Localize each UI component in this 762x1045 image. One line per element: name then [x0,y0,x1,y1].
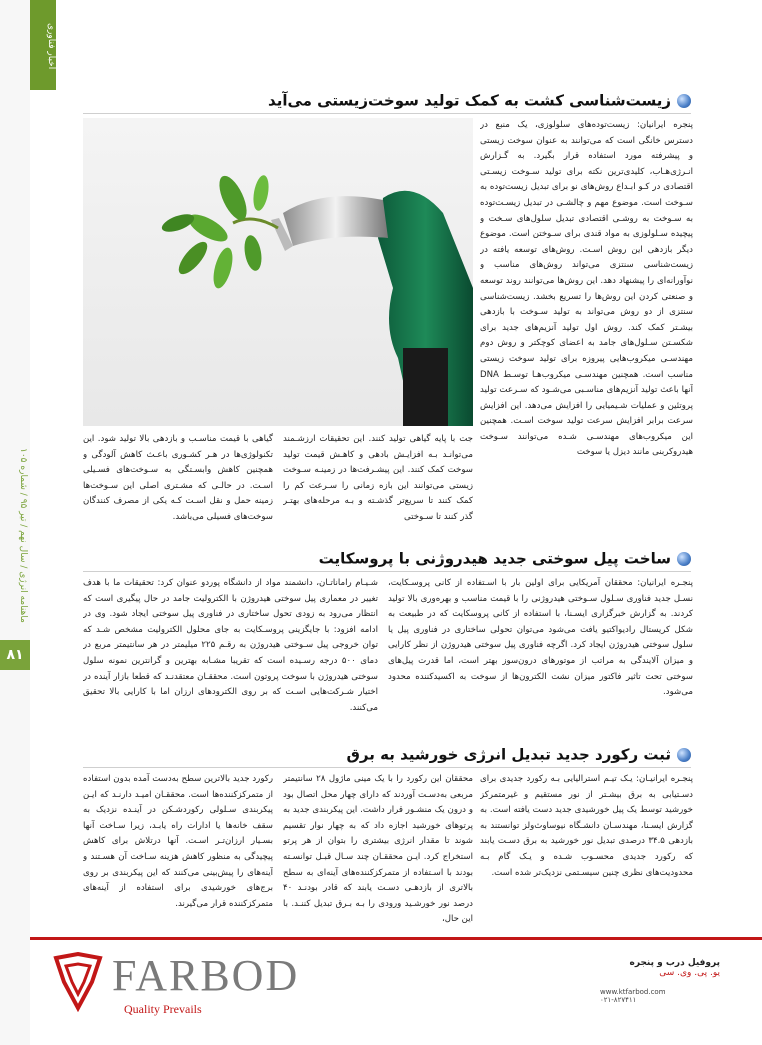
article3-title-row [83,744,691,768]
page-number: ۸۱ [0,640,30,670]
article2-title-row [83,548,691,572]
article2-col-right: پنجـره ایرانیان: محققان آمریکایی برای اولین بار با اسـتفاده از کانی پروسـکایت، نسـل جدید فناوری سـلول سـوختی هیدروژنی را با قیمت مناسب و بهره‌وری بالا تولید کردند. به گزارش خبرگزاری ایسـنا، با استفاده از کانی پروسکایت که در طبیعت به شکل کریستال رادیواکتیو یافت می‌شود می‌توان تحولی ساختاری در فناوری پیل یا سلول سوختی هیدروژن ایجاد کرد. اگرچه فناوری پیل سوختی هیدروژن از نظر کارایی و میزان آلایندگی به مراتب از موتورهای درون‌سوز بهتر است، اما قدرت پیل‌های سوختی تحت تاثیر فاکتور میزان نشت الکترون‌ها از سوخت به اکسیدکننده محدود می‌شود. [388,578,693,698]
ad-website: www.ktfarbod.com [600,988,666,996]
ad-divider-line [30,937,762,940]
article2-title: ساخت پیل سوختی جدید هیدروژنی با پروسکایت [318,549,671,568]
article1-col-left: گیاهی با قیمت مناسـب و بازدهی بالا تولید شود. این تکنولوژی‌ها در هـر کشـوری باعـث کاهش آلودگی و همچنین کاهش وابسـتگی به سـوخت‌های فسـیلی اسـت. در حالـی که مشـتری اصلی این سـوخت‌ها زمینه حمل و نقل اسـت کـه یکی از مصرف کنندگان سوخت‌های فسیلی می‌باشد. [83,434,273,522]
farbod-logo-icon [52,952,104,1012]
globe-bullet-icon [677,94,691,108]
article3-col-mid: محققان این رکورد را با یک مینی ماژول ۲۸ سانتیمتر مربعی به‌دسـت آوردند که دارای چهار محل اتصال بود و درون یک منشـور قرار داشت. این پیکربندی جدید به پرتوهای خورشید اجازه داد که به چهار نوار تقسیم شوند تا مقدار انرژی بیشتری را بتوان از هر پرتو استخراج کرد. ایـن محققـان چند سـال قبـل توانسـته بودند با اسـتفاده از متمرکزکننده‌های آینه‌ای به سطح بالاتری از بازدهـی دسـت یابند که قادر بودنـد ۴۰ درصد نور خورشـید ورودی را بـه بـرق تبدیل کننـد. با این حال، [283,774,473,925]
article3-title: ثبت رکورد جدید تبدیل انرژی خورشید به برق [346,745,671,764]
ad-product-line: پروفیل درب و پنجره [629,958,720,968]
article1-title-row [83,90,691,114]
ad-tagline: Quality Prevails [124,1002,202,1016]
ad-details [600,958,720,1030]
globe-bullet-icon [677,552,691,566]
globe-bullet-icon [677,748,691,762]
article2-col-left: شـیـام راماناتـان، دانشمند مواد از دانشگاه پوردو عنوان کرد: تحقیقات ما با هدف تغییر در معماری پیل سوختی هیدروژن با الکترولیت جامد در حال پیگیری است که انتظار می‌رود به زودی تحول ساختاری در فناوری پیل سوختی ایجاد شود. وی در ادامه افزود: با جایگزینی پروسـکایت به جای محلول الکترولیت مشخص شـد که توان خروجی پیل سـوختی هیدروژن به رقـم ۲۲۵ میلیمتر در هر سانتیمتر مربع در دمای ۵۰۰ درجه رسـیده است که تقریبا مشـابه بهترین و گرانترین نمونه سلول سوختی هیدروژن با سوخت پروتون است. محققـان معتقدنـد که قطعا بازار آینده در اختیار شـرکت‌هایی اسـت که بر روی الکترودهای ارزان اما با کارایی بالا تحقیق می‌کنند. [83,578,378,713]
ad-product-type: یو. پی. وی. سی [659,968,720,978]
section-tab-label: اخبار فناوری [46,22,56,70]
ad-phone: ۰۲۱-۸۲۷۴۱۱ [600,996,637,1004]
fuel-nozzle-leaves-image [83,118,473,426]
article3-col-left: رکورد جدید بالاترین سطح به‌دست آمده بدون استفاده از متمرکزکننده‌ها است. محققـان امیـد دارنـد که ایـن پیکربندی سـلولی رکوردشـکن در آینـده نزدیک به سقف خانه‌ها یا ادارات راه یابـد، زیرا سـاخت آنها بسـیار ارزان‌تـر اسـت. آنها درتلاش برای کاهش پیچیدگی به منظور کاهش هزینه سـاخت آن هسـتند و آینه‌های را پیش‌بینی می‌کنند که این پیکربندی بر روی برج‌های خورشیدی برای استفاده از آینه‌های متمرکزکننده قرار می‌گیرند. [83,774,273,909]
article3-col-right: پنجـره ایرانیـان: یـک تیـم استرالیایی بـه رکورد جدیدی برای دسـتیابی به برق بیشـتر از نور مستقیم و غیرمتمرکز خورشید توسط یک پیل خورشیدی جدید دست یافته است. به گزارش ایسـنا، مهندسـان دانشـگاه نیوساوث‌ولز توانستند به بازدهی ۳۴.۵ درصدی تبدیل نور خورشید به برق دسـت یابند که رکورد جدیدی محسـوب شـده و یـک گام بـه محدودیت‌های نظری چنین سیسـتمی نزدیک‌تر شده است. [480,774,693,878]
article1-col-right: پنجره ایرانیان: زیست‌توده‌های سلولوزی، یک منبع در دسترس خانگی است که می‌توانند به عنوان سوخت زیستی و پیشرفته مورد استفاده قرار بگیرد. به گـزارش انـرژی‌هـاب، کلیدی‌ترین نکته برای تولید سـوخت زیسـتی اقتصادی در کـو ابـداع روش‌های نو برای تبدیل زیست‌توده به سـوخت است. موضوع مهم و چالشـی در تبدیل زیسـت‌توده به سـوخت به روشـی اقتصادی تبدیل سلول‌های سـخت و پیچیده سـلولوزی به مواد قندی برای سـوختن است. موضوع دیگر بازدهی این روش اسـت. روش‌های توسعه یافته در زیست‌شناسی سنتزی می‌تواند روش‌های مناسب و نوآورانه‌ای را پیشنهاد دهد. این روش‌ها می‌توانند روند توسعه و صنعتی کردن این روش‌ها را تسریع بخشد. زیست‌شناسی سنتزی از دو روش می‌تواند به تولید سـوخت با بازدهی بیشـتر کمک کند. روش اول تولید آنزیم‌های جدید برای شکسـتن سـلول‌های جامد به اعضای کوچکتر و روش دوم مهندسـی میکروب‌هایی پیروزه برای تولید سوخت زیستی مناسب است. همچنین مهندسـی میکروب‌هـا توسـط DNA آنها باعث تولید آنزیم‌های مناسـبی می‌شـود که سـرعت تولید پروتئین و عملیات شـیمیایی را افزایش می‌دهد. این افزایش سرعت برابر افزایش سرعت تولید سوخت اسـت. همچنین این میکروب‌های مهندسـی شـده می‌توانند سـوخت هیدروکربنی مانند دیزل یا سوخت [480,120,693,458]
issue-strip: ماهنامه انرژی / سال نهم / تیر ۹۵ / شماره ۱۰۵ [18,447,28,623]
fuel-nozzle-photo [83,118,473,426]
article1-col-mid: جت با پایه گیاهی تولید کنند. این تحقیقات ارزشـمند می‌توانـد بـه افزایـش بادهی و کاهـش قیمت تولید سوخت کمک کنند. این پیشـرفت‌ها در زمینـه سـوخت زیستی می‌توانند این بازه زمانی را سـرعت کم را کمک کنند تا سریع‌تر گذشـته و بـه مرحله‌های بهتـر گذر کنند تا سـوختی [283,434,473,522]
article1-title: زیست‌شناسی کشت به کمک تولید سوخت‌زیستی می‌آید [268,91,671,110]
ad-brand-name: FARBOD [112,951,300,1000]
